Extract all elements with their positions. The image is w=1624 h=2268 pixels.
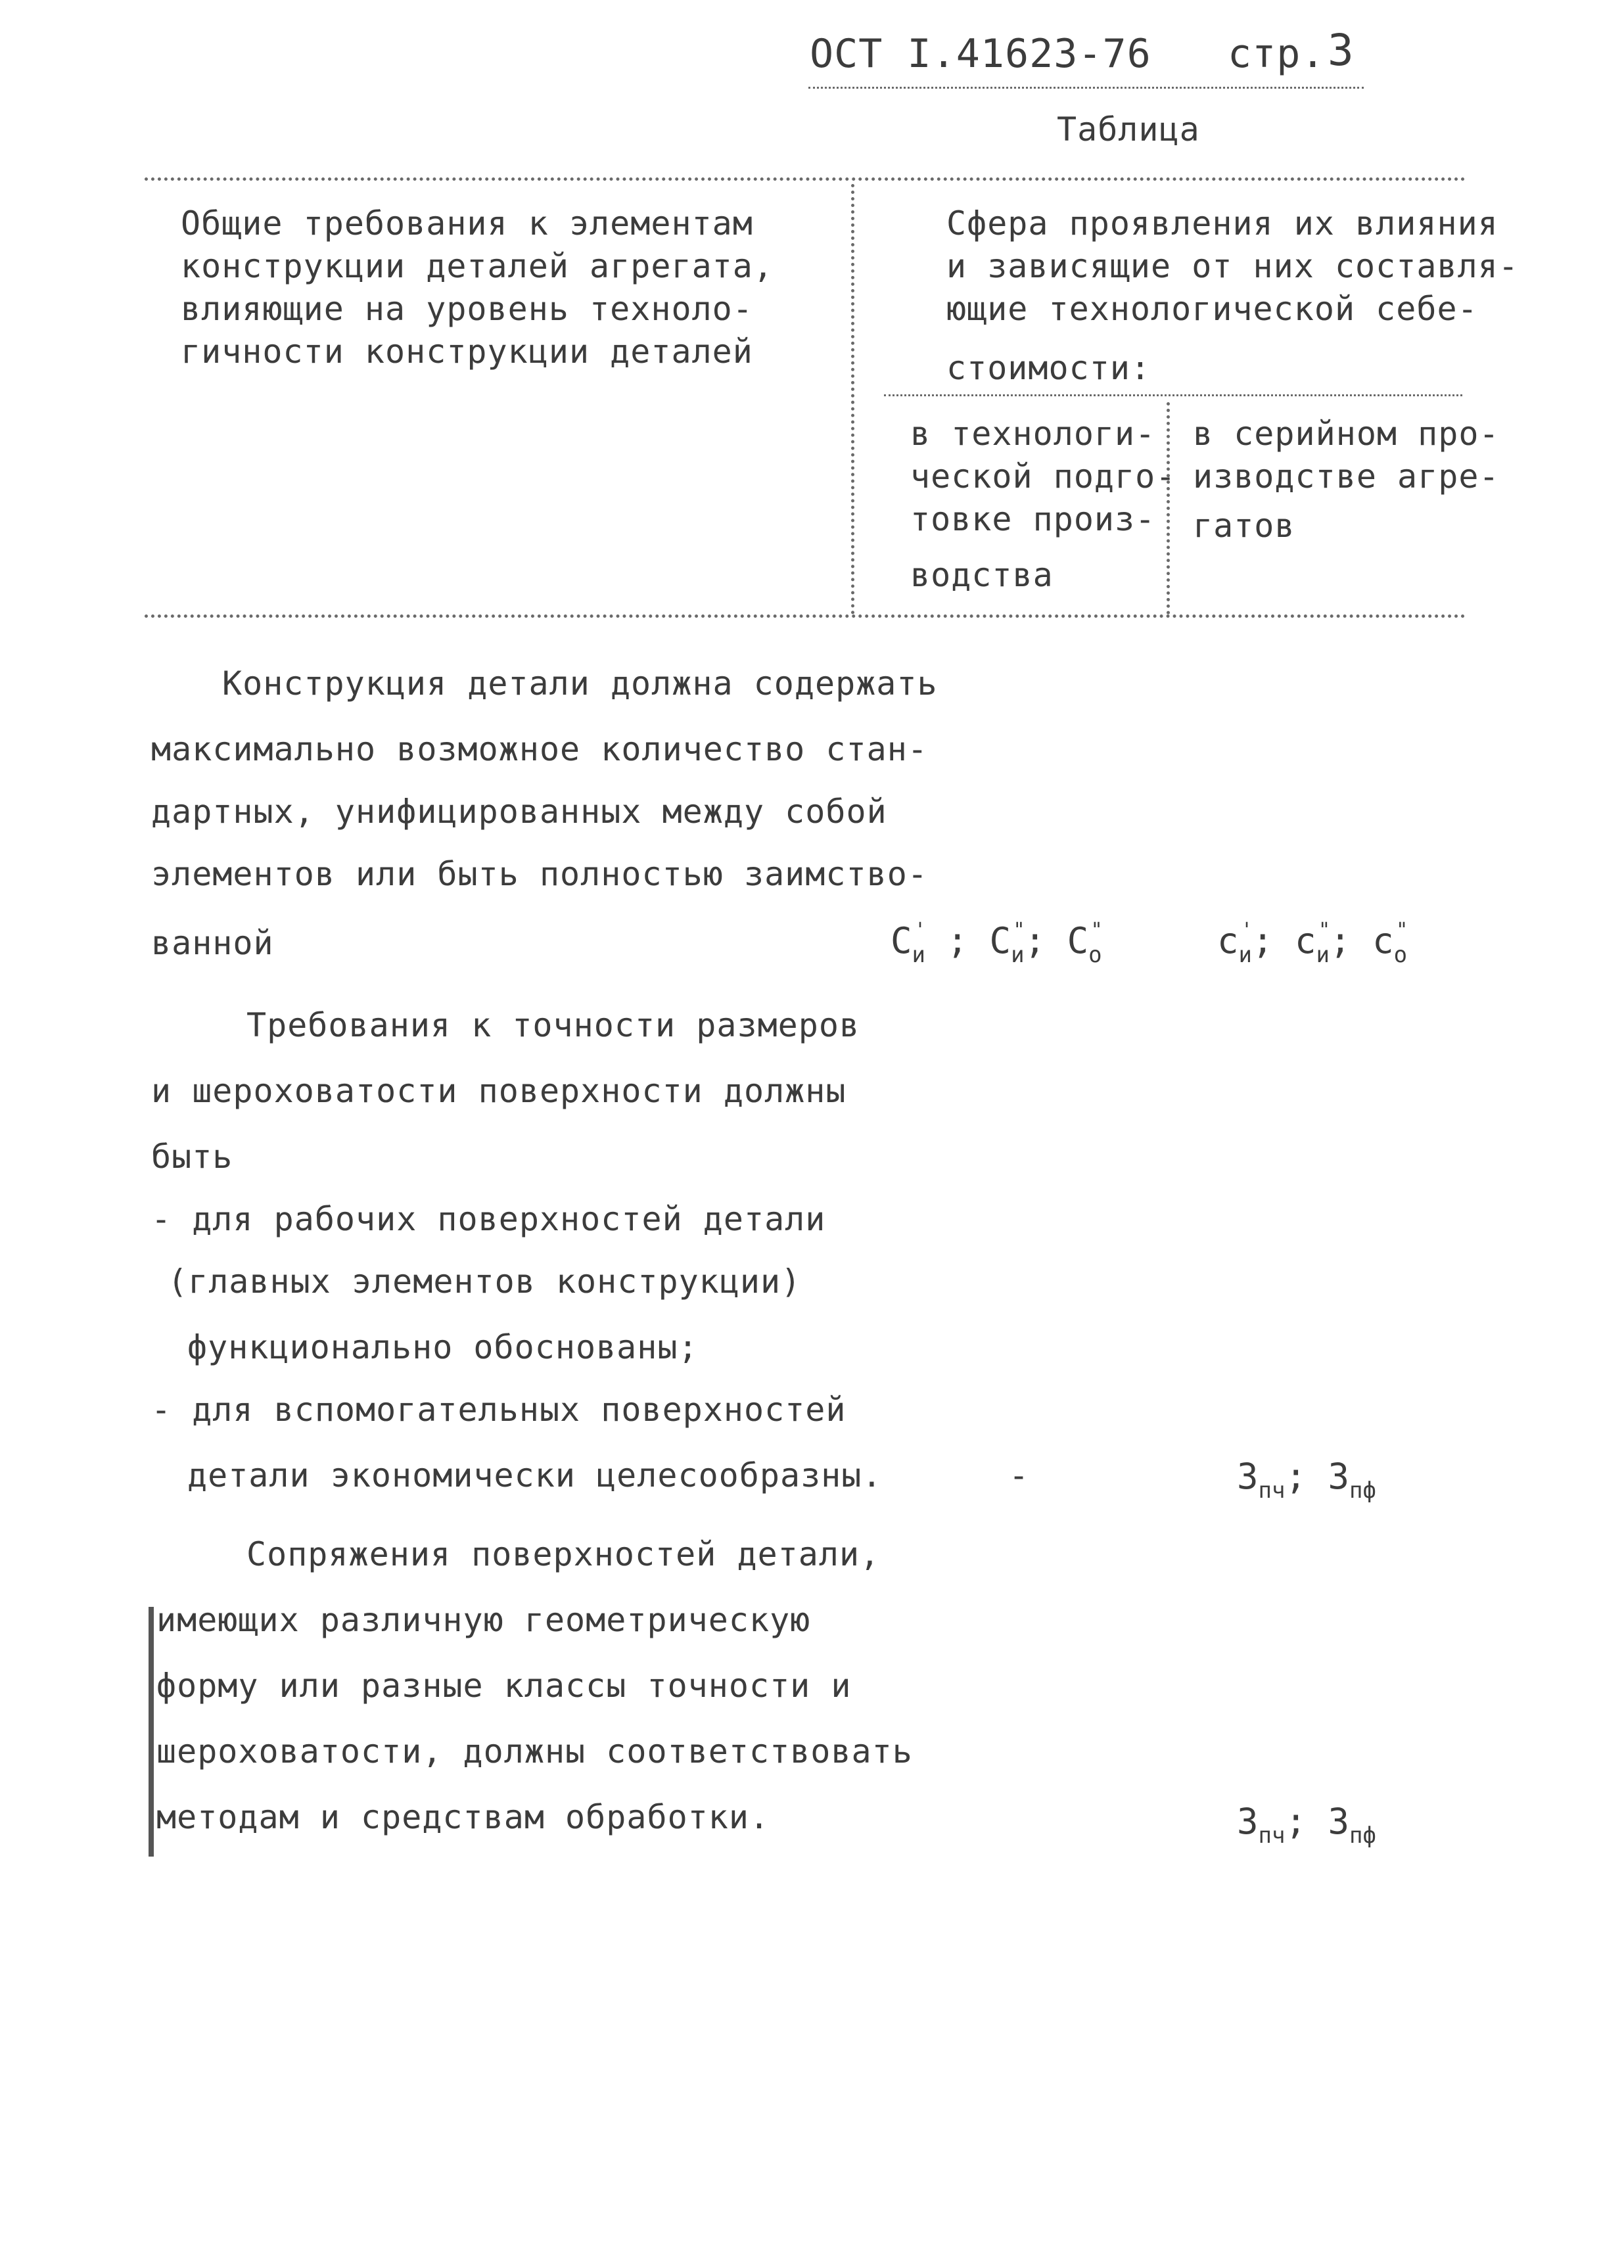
row-text-line: Конструкция детали должна содержать (222, 664, 938, 703)
column-divider (851, 184, 854, 614)
cost-symbol: $З_{пф}$ (1328, 1801, 1376, 1849)
cost-components-serial (1237, 1456, 1376, 1504)
cost-symbol: c " $_о$ (1372, 919, 1408, 968)
table-top-rule (145, 177, 1466, 181)
row-text-line: элементов или быть полностью заимство- (151, 855, 928, 893)
row-text-line: имеющих различную геометрическую (156, 1601, 811, 1639)
subheader-line: в серийном про- (1193, 415, 1500, 453)
cost-symbol: C " $_о$ (1067, 919, 1103, 968)
table-header-bottom-rule (145, 614, 1466, 618)
cost-components-prep (891, 919, 1103, 968)
row-text-line: шероховатости, должны соответствовать (156, 1732, 913, 1770)
header-col1-line: гичности конструкции деталей (181, 333, 753, 371)
header-col2-line: ющие технологической себе- (946, 290, 1478, 328)
cost-symbol: c ' $_и$ (1217, 919, 1253, 968)
cost-components-serial (1237, 1801, 1376, 1849)
cost-symbol: C " $_и$ (989, 919, 1025, 968)
row-text-line: Требования к точности размеров (246, 1006, 860, 1044)
row-text-line: максимально возможное количество стан- (151, 730, 928, 768)
separator: ; (925, 920, 990, 961)
separator: ; (1330, 920, 1373, 961)
header-col2-line: и зависящие от них составля- (946, 247, 1519, 285)
subheader-line: водства (910, 556, 1054, 594)
cost-symbol: $З_{пф}$ (1328, 1456, 1376, 1504)
cost-symbol: $З_{пч}$ (1237, 1801, 1286, 1849)
header-col1-line: Общие требования к элементам (181, 204, 753, 243)
cost-symbol: C ' $_и$ (891, 919, 927, 968)
row-text-line: дартных, унифицированных между собой (151, 793, 887, 831)
header-col2-line: стоимости: (946, 349, 1151, 387)
document-code: ОСТ I.41623-76 (810, 31, 1151, 77)
separator: ; (1252, 920, 1295, 961)
subcolumn-divider (1167, 402, 1170, 614)
separator: ; (1285, 1801, 1328, 1842)
page-number: 3 (1328, 25, 1355, 76)
header-col1-line: влияющие на уровень техноло- (181, 290, 753, 328)
subheader-line: изводстве агре- (1193, 457, 1500, 496)
row-text-line: Сопряжения поверхностей детали, (246, 1535, 881, 1573)
cost-components-prep: - (1009, 1456, 1030, 1494)
revision-bar (149, 1607, 154, 1857)
header-underline (808, 87, 1364, 89)
cost-symbol: c " $_и$ (1295, 919, 1331, 968)
header-col1-line: конструкции деталей агрегата, (181, 247, 774, 285)
row-text-line: быть (151, 1138, 233, 1176)
subcolumn-rule (884, 394, 1462, 396)
subheader-line: ческой подго- (910, 457, 1176, 496)
row-text-line: детали экономически целесообразны. (187, 1456, 883, 1494)
separator: ; (1024, 920, 1067, 961)
row-text-line: (главных элементов конструкции) (168, 1262, 802, 1301)
row-text-line: форму или разные классы точности и (156, 1667, 852, 1705)
header-col2-line: Сфера проявления их влияния (946, 204, 1498, 243)
row-text-line: ванной (151, 924, 274, 962)
separator: ; (1285, 1456, 1328, 1497)
row-text-line: - для вспомогательных поверхностей (151, 1391, 847, 1429)
row-text-line: методам и средствам обработки. (156, 1798, 770, 1836)
cost-components-serial (1217, 919, 1408, 968)
page-label: стр. (1228, 31, 1326, 77)
subheader-line: гатов (1193, 507, 1295, 545)
subheader-line: в технологи- (910, 415, 1156, 453)
row-text-line: функционально обоснованы; (187, 1328, 699, 1366)
cost-symbol: $З_{пч}$ (1237, 1456, 1286, 1504)
subheader-line: товке произ- (910, 500, 1156, 538)
row-text-line: и шероховатости поверхности должны (151, 1072, 847, 1110)
row-text-line: - для рабочих поверхностей детали (151, 1200, 826, 1238)
table-label: Таблица (1057, 110, 1200, 149)
